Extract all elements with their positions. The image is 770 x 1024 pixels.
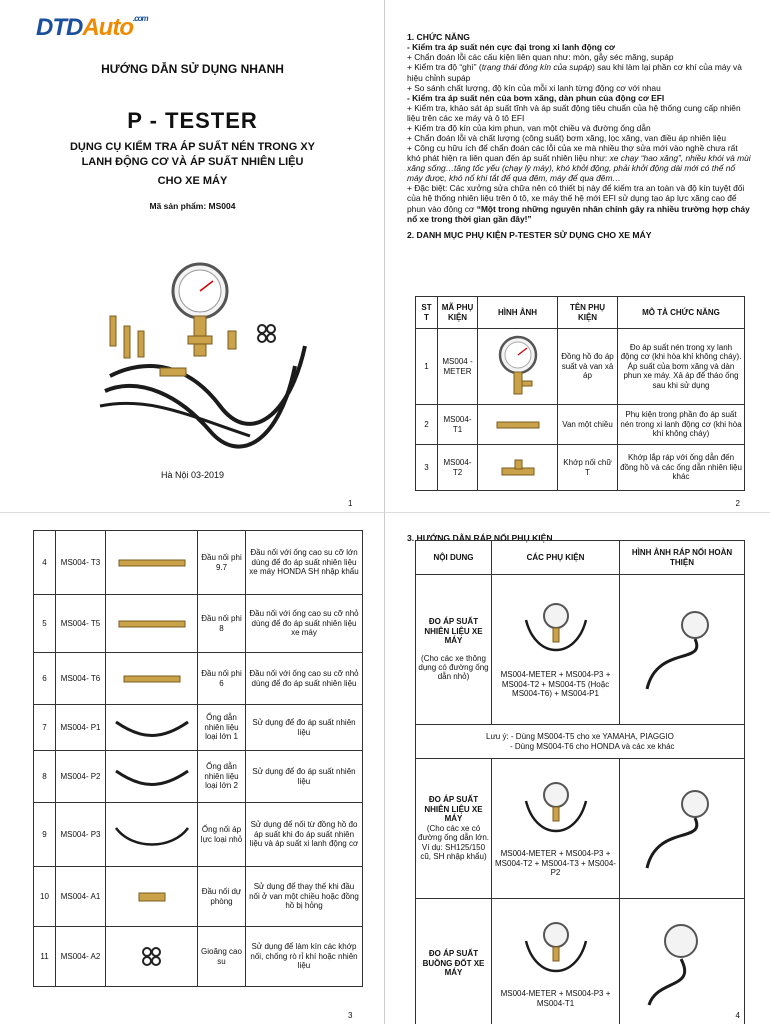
- product-title: P - TESTER: [127, 108, 258, 133]
- quick-guide-heading: HƯỚNG DẪN SỬ DỤNG NHANH: [101, 62, 284, 76]
- table-row: 2 MS004- T1 Van một chiều Phụ kiện trong phần đo áp suất nén trong xi lanh động cơ (khi hòa khí không cháy): [416, 405, 745, 445]
- table-row: 8 MS004- P2 Ống dẫn nhiên liệu loại lớn 2 Sử dụng để đo áp suất nhiên liệu: [34, 751, 363, 803]
- table-row: 11 MS004- A2 Gioăng cao su Sử dụng để làm kín các khớp nối, chống rò rỉ khí hoặc nhiên liệu: [34, 927, 363, 987]
- table-row: 10 MS004- A1 Đầu nối dự phòng Sử dụng để thay thế khi đầu nối ở van một chiều hoặc đồng hồ bị hỏng: [34, 867, 363, 927]
- table-row: 6 MS004- T6 Đầu nối phi 6 Đầu nối với ống cao su cỡ nhỏ dùng để đo áp suất nhiên liệu: [34, 653, 363, 705]
- table-row: Lưu ý: - Dùng MS004-T5 cho xe YAMAHA, PIAGGIO - Dùng MS004-T6 cho HONDA và các xe khác: [416, 725, 745, 759]
- assembly-3-complete-image: [637, 919, 727, 1009]
- product-code: Mã sản phẩm: MS004: [149, 201, 236, 211]
- assembly-3-parts-image: [516, 919, 596, 989]
- page-number: 3: [348, 1010, 353, 1020]
- assembly-1-parts-image: [516, 600, 596, 670]
- assembly-table: NỘI DUNG CÁC PHỤ KIỆN HÌNH ẢNH RÁP NỐI HOÀN THIỆN ĐO ÁP SUẤT NHIÊN LIỆU XE MÁY (Cho các xe thông dụng có đường ống dẫn nhỏ) MS004-METER + MS004-P3 + MS004-T2 + MS004-T5 (Hoặc MS004-T6) + MS004-P1 Lưu ý: - Dùng MS004-T5 cho xe YAMAHA, PIAGGIO - Dùng MS004-T6 cho HONDA và các xe khác ĐO ÁP SUẤT NHIÊN LIỆU XE MÁY (Cho các xe có đường ống dẫn lớn. Ví dụ: SH125/150 cũ, SH nhập khẩu) MS004-METER + MS004-P3 + MS004-T2 + MS004-T3 + MS004-P2 ĐO ÁP SUẤT BUỒNG ĐỐT XE MÁY MS004-METER + MS004-P3 + MS004-T1: [415, 540, 745, 1024]
- page-1: [0, 0, 385, 512]
- table-row: 4 MS004- T3 Đầu nối phi 9.7 Đầu nối với ống cao su cỡ lớn dùng để đo áp suất nhiên liệu xe máy HONDA SH nhập khẩu: [34, 531, 363, 595]
- product-subtitle: DỤNG CỤ KIỂM TRA ÁP SUẤT NÉN TRONG XY LANH ĐỘNG CƠ VÀ ÁP SUẤT NHIÊN LIỆU CHO XE MÁY: [69, 141, 316, 187]
- table-row: 5 MS004- T5 Đầu nối phi 8 Đầu nối với ống cao su cỡ nhỏ dùng để đo áp suất nhiên liệu xe máy: [34, 595, 363, 653]
- gauge-image: [478, 329, 558, 405]
- heading-accessories: 2. DANH MỤC PHỤ KIỆN P-TESTER SỬ DỤNG CHO XE MÁY: [407, 229, 652, 240]
- o-ring-image: [106, 927, 198, 987]
- table-row: ĐO ÁP SUẤT NHIÊN LIỆU XE MÁY (Cho các xe có đường ống dẫn lớn. Ví dụ: SH125/150 cũ, SH nhập khẩu) MS004-METER + MS004-P3 + MS004-T2 + MS004-T3 + MS004-P2: [416, 759, 745, 899]
- dtdauto-logo: DTDAuto$^{.com}$: [36, 14, 148, 41]
- connector-image: [106, 595, 198, 653]
- page-number: 2: [735, 498, 740, 508]
- assembly-2-complete-image: [637, 784, 727, 874]
- tester-kit-image: [90, 256, 320, 456]
- table-row: 3 MS004- T2 Khớp nối chữ T Khớp lắp ráp với ống dẫn đến đồng hồ và các ống dẫn nhiên liệu khác: [416, 445, 745, 491]
- assembly-2-parts-image: [516, 779, 596, 849]
- heading-functions: 1. CHỨC NĂNG: [407, 32, 470, 42]
- table-row: 1 MS004 -METER Đồng hồ đo áp suất và van xả áp Đo áp suất nén trong xy lanh động cơ (khi hòa khí không cháy). Áp suất của bơm xăng và dàn phun xe máy. Xả áp để tháo ống sau khi sử dụng: [416, 329, 745, 405]
- page-number: 4: [735, 1010, 740, 1020]
- connector-image: [106, 531, 198, 595]
- assembly-1-complete-image: [637, 605, 727, 695]
- heading-assembly: 3. HƯỚNG DẪN RÁP NỐI PHỤ KIỆN: [407, 533, 553, 543]
- pressure-hose-image: [106, 803, 198, 867]
- table-row: 9 MS004- P3 Ống nối áp lực loại nhỏ Sử dụng để nối từ đồng hồ đo áp suất khi đo áp suất nhiên liệu và áp suất xi lanh động cơ: [34, 803, 363, 867]
- table-row: 7 MS004- P1 Ống dẫn nhiên liệu loại lớn 1 Sử dụng để đo áp suất nhiên liệu: [34, 705, 363, 751]
- accessories-table-continued: [33, 530, 363, 987]
- functions-section: 1. CHỨC NĂNG - Kiểm tra áp suất nén cực đại trong xi lanh động cơ + Chẩn đoán lỗi các cấu kiện liên quan như: mòn, gẫy séc măng, supáp + Kiểm tra độ “ghì” (trạng thái đóng kín của supáp) sau khi làm lại phần cơ khí của máy và hiệu chỉnh supáp + So sánh chất lượng, độ kín của mỗi xi lanh từng động cơ với nhau - Kiểm tra áp suất nén của bơm xăng, dàn phun của động cơ EFI + Kiểm tra, khảo sát áp suất tĩnh và áp suất động tiêu chuẩn của hệ thống cung cấp nhiên liệu trên các xe máy và ô tô EFI + Kiểm tra độ kín của kim phun, van một chiều và đường ống dẫn + Chẩn đoán lỗi và chất lượng (công suất) bơm xăng, lọc xăng, van điều áp nhiên liệu + Công cụ hữu ích để chẩn đoán các lỗi của xe mà nhiều thợ sửa mới vào nghề chưa rất khó phát hiện ra liên quan đến áp suất nhiên liệu như: xe chạy “hao xăng”, nhiều khói và mùi xăng sống…tăng tốc yếu (chạy lỳ máy), khó khởi động, phải khởi động dài mới có thể nổ máy được, khó nổ khi tắt để qua đêm, máy để qua đêm… + Đặc biệt: Các xưởng sửa chữa nên có thiết bị này để kiểm tra an toàn và độ kín tuyệt đối của hệ thống nhiên liệu trên ô tô, xe máy thế hệ mới EFI sử dụng tạo áp lực xăng cao để phun vào động cơ “Một trong những nguyên nhân chính gây ra nhiều trường hợp cháy nổ xe trong thời gian gần đây!” 2. DANH MỤC PHỤ KIỆN P-TESTER SỬ DỤNG CHO XE MÁY: [407, 32, 753, 240]
- hose-image: [106, 751, 198, 803]
- page-number: 1: [348, 498, 353, 508]
- connector-image: [106, 653, 198, 705]
- t-joint-image: [478, 445, 558, 491]
- table-row: ĐO ÁP SUẤT BUỒNG ĐỐT XE MÁY MS004-METER + MS004-P3 + MS004-T1: [416, 899, 745, 1024]
- accessories-table: ST T MÃ PHỤ KIỆN HÌNH ẢNH TÊN PHỤ KIỆN MÔ TẢ CHỨC NĂNG 1 MS004 -METER Đồng hồ đo áp suất và van xả áp Đo áp suất nén trong xy lanh động cơ (khi hòa khí không cháy). Áp suất của bơm xăng và dàn phun xe máy. Xả áp để tháo ống sau khi sử dụng 2 MS004- T1 Van một chiều Phụ kiện trong phần đo áp suất nén trong xi lanh động cơ (khi hòa khí không cháy) 3 MS004- T2 Khớp nối chữ T Khớp lắp ráp với ống dẫn đến đồng hồ và các ống dẫn nhiên liệu khác: [415, 296, 745, 491]
- spare-connector-image: [106, 867, 198, 927]
- publication-date: Hà Nội 03-2019: [160, 470, 225, 480]
- check-valve-image: [478, 405, 558, 445]
- table-row: ĐO ÁP SUẤT NHIÊN LIỆU XE MÁY (Cho các xe thông dụng có đường ống dẫn nhỏ) MS004-METER + MS004-P3 + MS004-T2 + MS004-T5 (Hoặc MS004-T6) + MS004-P1: [416, 575, 745, 725]
- hose-image: [106, 705, 198, 751]
